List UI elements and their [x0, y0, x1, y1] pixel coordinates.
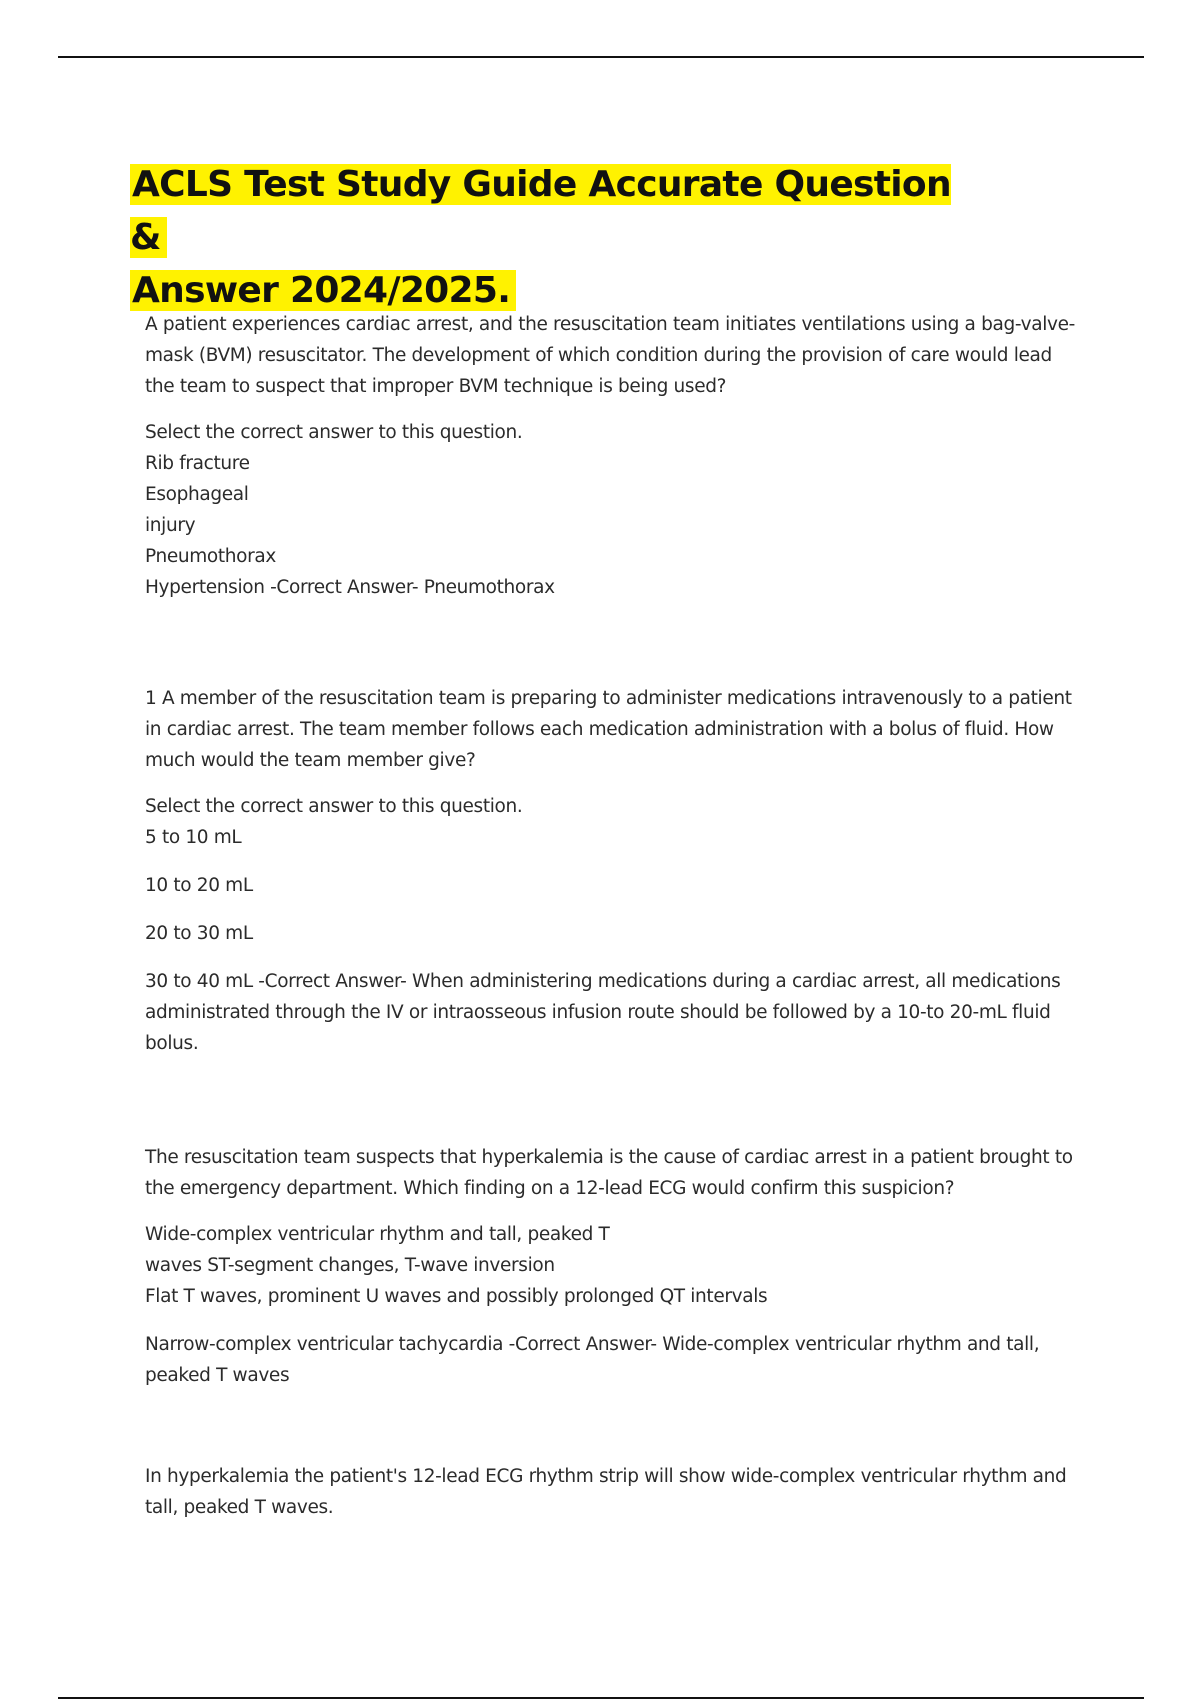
question-prompt: Select the correct answer to this question. — [145, 796, 523, 817]
answer-option: Esophageal — [145, 484, 249, 505]
answer-option: waves ST-segment changes, T-wave inversion — [145, 1255, 555, 1276]
top-rule — [58, 56, 1144, 58]
answer-option: Pneumothorax — [145, 546, 276, 567]
question-prompt: Select the correct answer to this question. — [145, 422, 523, 443]
question-text: 1 A member of the resuscitation team is preparing to administer medications intravenously to a patient in cardiac arrest. The team member follows each medication administration with a bolus of fluid. How much would the team member give? — [145, 688, 1072, 771]
answer-option: Hypertension -Correct Answer- Pneumothorax — [145, 577, 555, 598]
answer-option: 10 to 20 mL — [145, 875, 253, 896]
answer-option: Wide-complex ventricular rhythm and tall, peaked T — [145, 1224, 610, 1245]
question-1 — [145, 309, 1085, 603]
document-title — [130, 158, 980, 317]
bottom-rule — [58, 1697, 1144, 1699]
answer-option: injury — [145, 515, 196, 536]
answer-option: Rib fracture — [145, 453, 250, 474]
answer-option: 5 to 10 mL — [145, 827, 242, 848]
question-3 — [145, 1142, 1085, 1523]
document-body — [145, 309, 1085, 1523]
correct-answer: 30 to 40 mL -Correct Answer- When administering medications during a cardiac arrest, all medications administrated through the IV or intraosseous infusion route should be followed by a 10-to 20-mL fluid bolus. — [145, 971, 1061, 1054]
answer-option: Flat T waves, prominent U waves and possibly prolonged QT intervals — [145, 1286, 768, 1307]
question-2 — [145, 683, 1085, 1059]
correct-answer: Narrow-complex ventricular tachycardia -Correct Answer- Wide-complex ventricular rhythm and tall, peaked T waves — [145, 1334, 1040, 1386]
title-line-2: Answer 2024/2025. — [130, 270, 516, 311]
question-text: The resuscitation team suspects that hyperkalemia is the cause of cardiac arrest in a patient brought to the emergency department. Which finding on a 12-lead ECG would confirm this suspicion? — [145, 1147, 1073, 1199]
answer-option: 20 to 30 mL — [145, 923, 253, 944]
question-text: A patient experiences cardiac arrest, and the resuscitation team initiates ventilations using a bag-valve- mask (BVM) resuscitator. The development of which condition during the provision of care would lead the team to suspect that improper BVM technique is being used? — [145, 314, 1075, 397]
rationale: In hyperkalemia the patient's 12-lead ECG rhythm strip will show wide-complex ventricular rhythm and tall, peaked T waves. — [145, 1466, 1067, 1518]
title-line-1: ACLS Test Study Guide Accurate Question & — [130, 164, 951, 258]
